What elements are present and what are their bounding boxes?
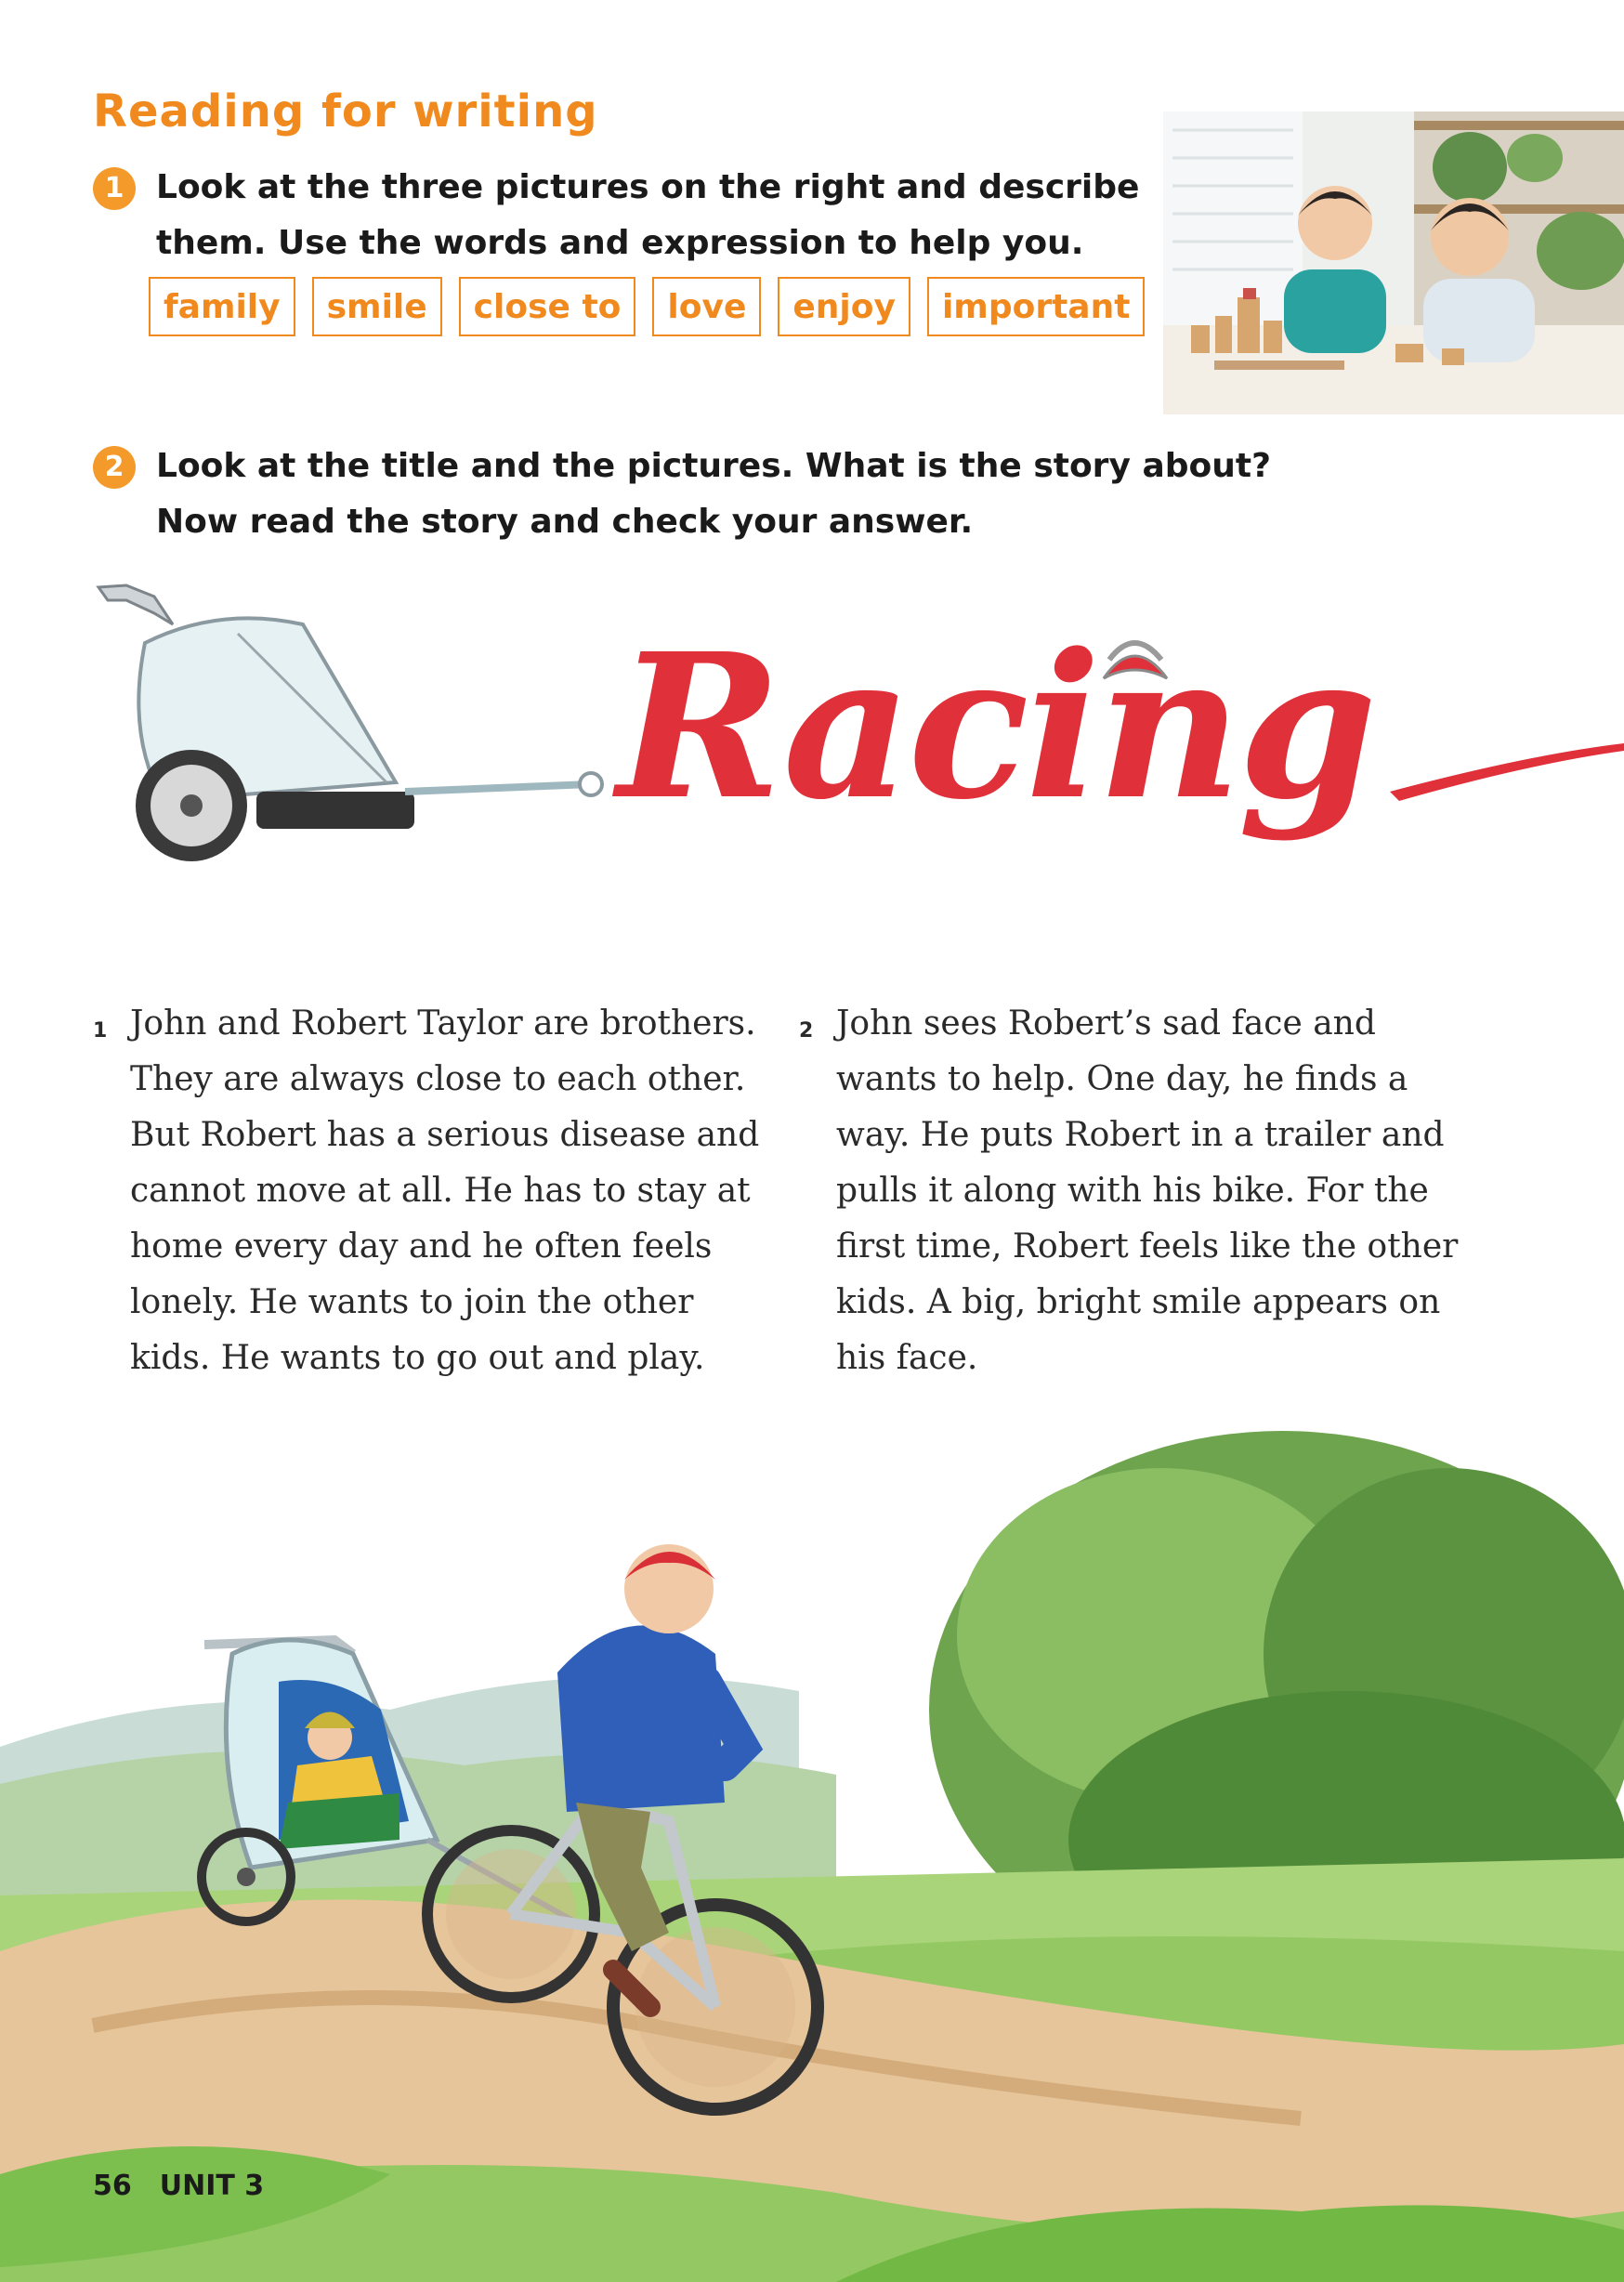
paragraph-line: lonely. He wants to join the other	[130, 1283, 694, 1321]
task-number-badge: 2	[93, 446, 136, 489]
paragraph-line: first time, Robert feels like the other	[836, 1227, 1459, 1266]
word-bank-item: love	[652, 277, 761, 336]
paragraph-line: his face.	[836, 1339, 978, 1377]
paragraph-number: 1	[93, 1019, 108, 1043]
task-line: Now read the story and check your answer.	[156, 503, 974, 541]
word-bank-item: smile	[312, 277, 442, 336]
unit-label: UNIT 3	[159, 2170, 265, 2202]
word-bank-item: close to	[459, 277, 636, 336]
children-playing-photo	[1163, 111, 1624, 414]
page-footer	[93, 2170, 264, 2202]
task-line: Look at the three pictures on the right and describe	[156, 168, 1140, 206]
story-title: Racing	[617, 610, 1374, 844]
task-2-instructions	[156, 439, 1271, 550]
paragraph-line: cannot move at all. He has to stay at	[130, 1172, 751, 1210]
word-bank	[149, 277, 1145, 336]
paragraph-line: But Robert has a serious disease and	[130, 1116, 760, 1154]
page-number: 56	[93, 2170, 132, 2202]
paragraph-line: wants to help. One day, he finds a	[836, 1060, 1408, 1098]
word-bank-item: enjoy	[778, 277, 910, 336]
task-line: them. Use the words and expression to help you.	[156, 224, 1084, 262]
paragraph-line: pulls it along with his bike. For the	[836, 1172, 1429, 1210]
section-title: Reading for writing	[93, 85, 598, 138]
paragraph-line: way. He puts Robert in a trailer and	[836, 1116, 1445, 1154]
story-paragraph-2	[799, 996, 1458, 1386]
paragraph-line: kids. A big, bright smile appears on	[836, 1283, 1441, 1321]
story-paragraph-1	[93, 996, 759, 1386]
word-bank-item: important	[927, 277, 1145, 336]
paragraph-line: They are always close to each other.	[130, 1060, 746, 1098]
paragraph-number: 2	[799, 1019, 814, 1043]
paragraph-line: John sees Robert’s sad face and	[836, 1004, 1376, 1043]
paragraph-line: kids. He wants to go out and play.	[130, 1339, 705, 1377]
word-bank-item: family	[149, 277, 295, 336]
task-line: Look at the title and the pictures. What is the story about?	[156, 447, 1271, 485]
paragraph-line: John and Robert Taylor are brothers.	[130, 1004, 756, 1043]
bike-trailer-illustration	[0, 1375, 1624, 2282]
paragraph-line: home every day and he often feels	[130, 1227, 713, 1266]
task-number-badge: 1	[93, 167, 136, 210]
task-1-instructions	[156, 160, 1139, 271]
